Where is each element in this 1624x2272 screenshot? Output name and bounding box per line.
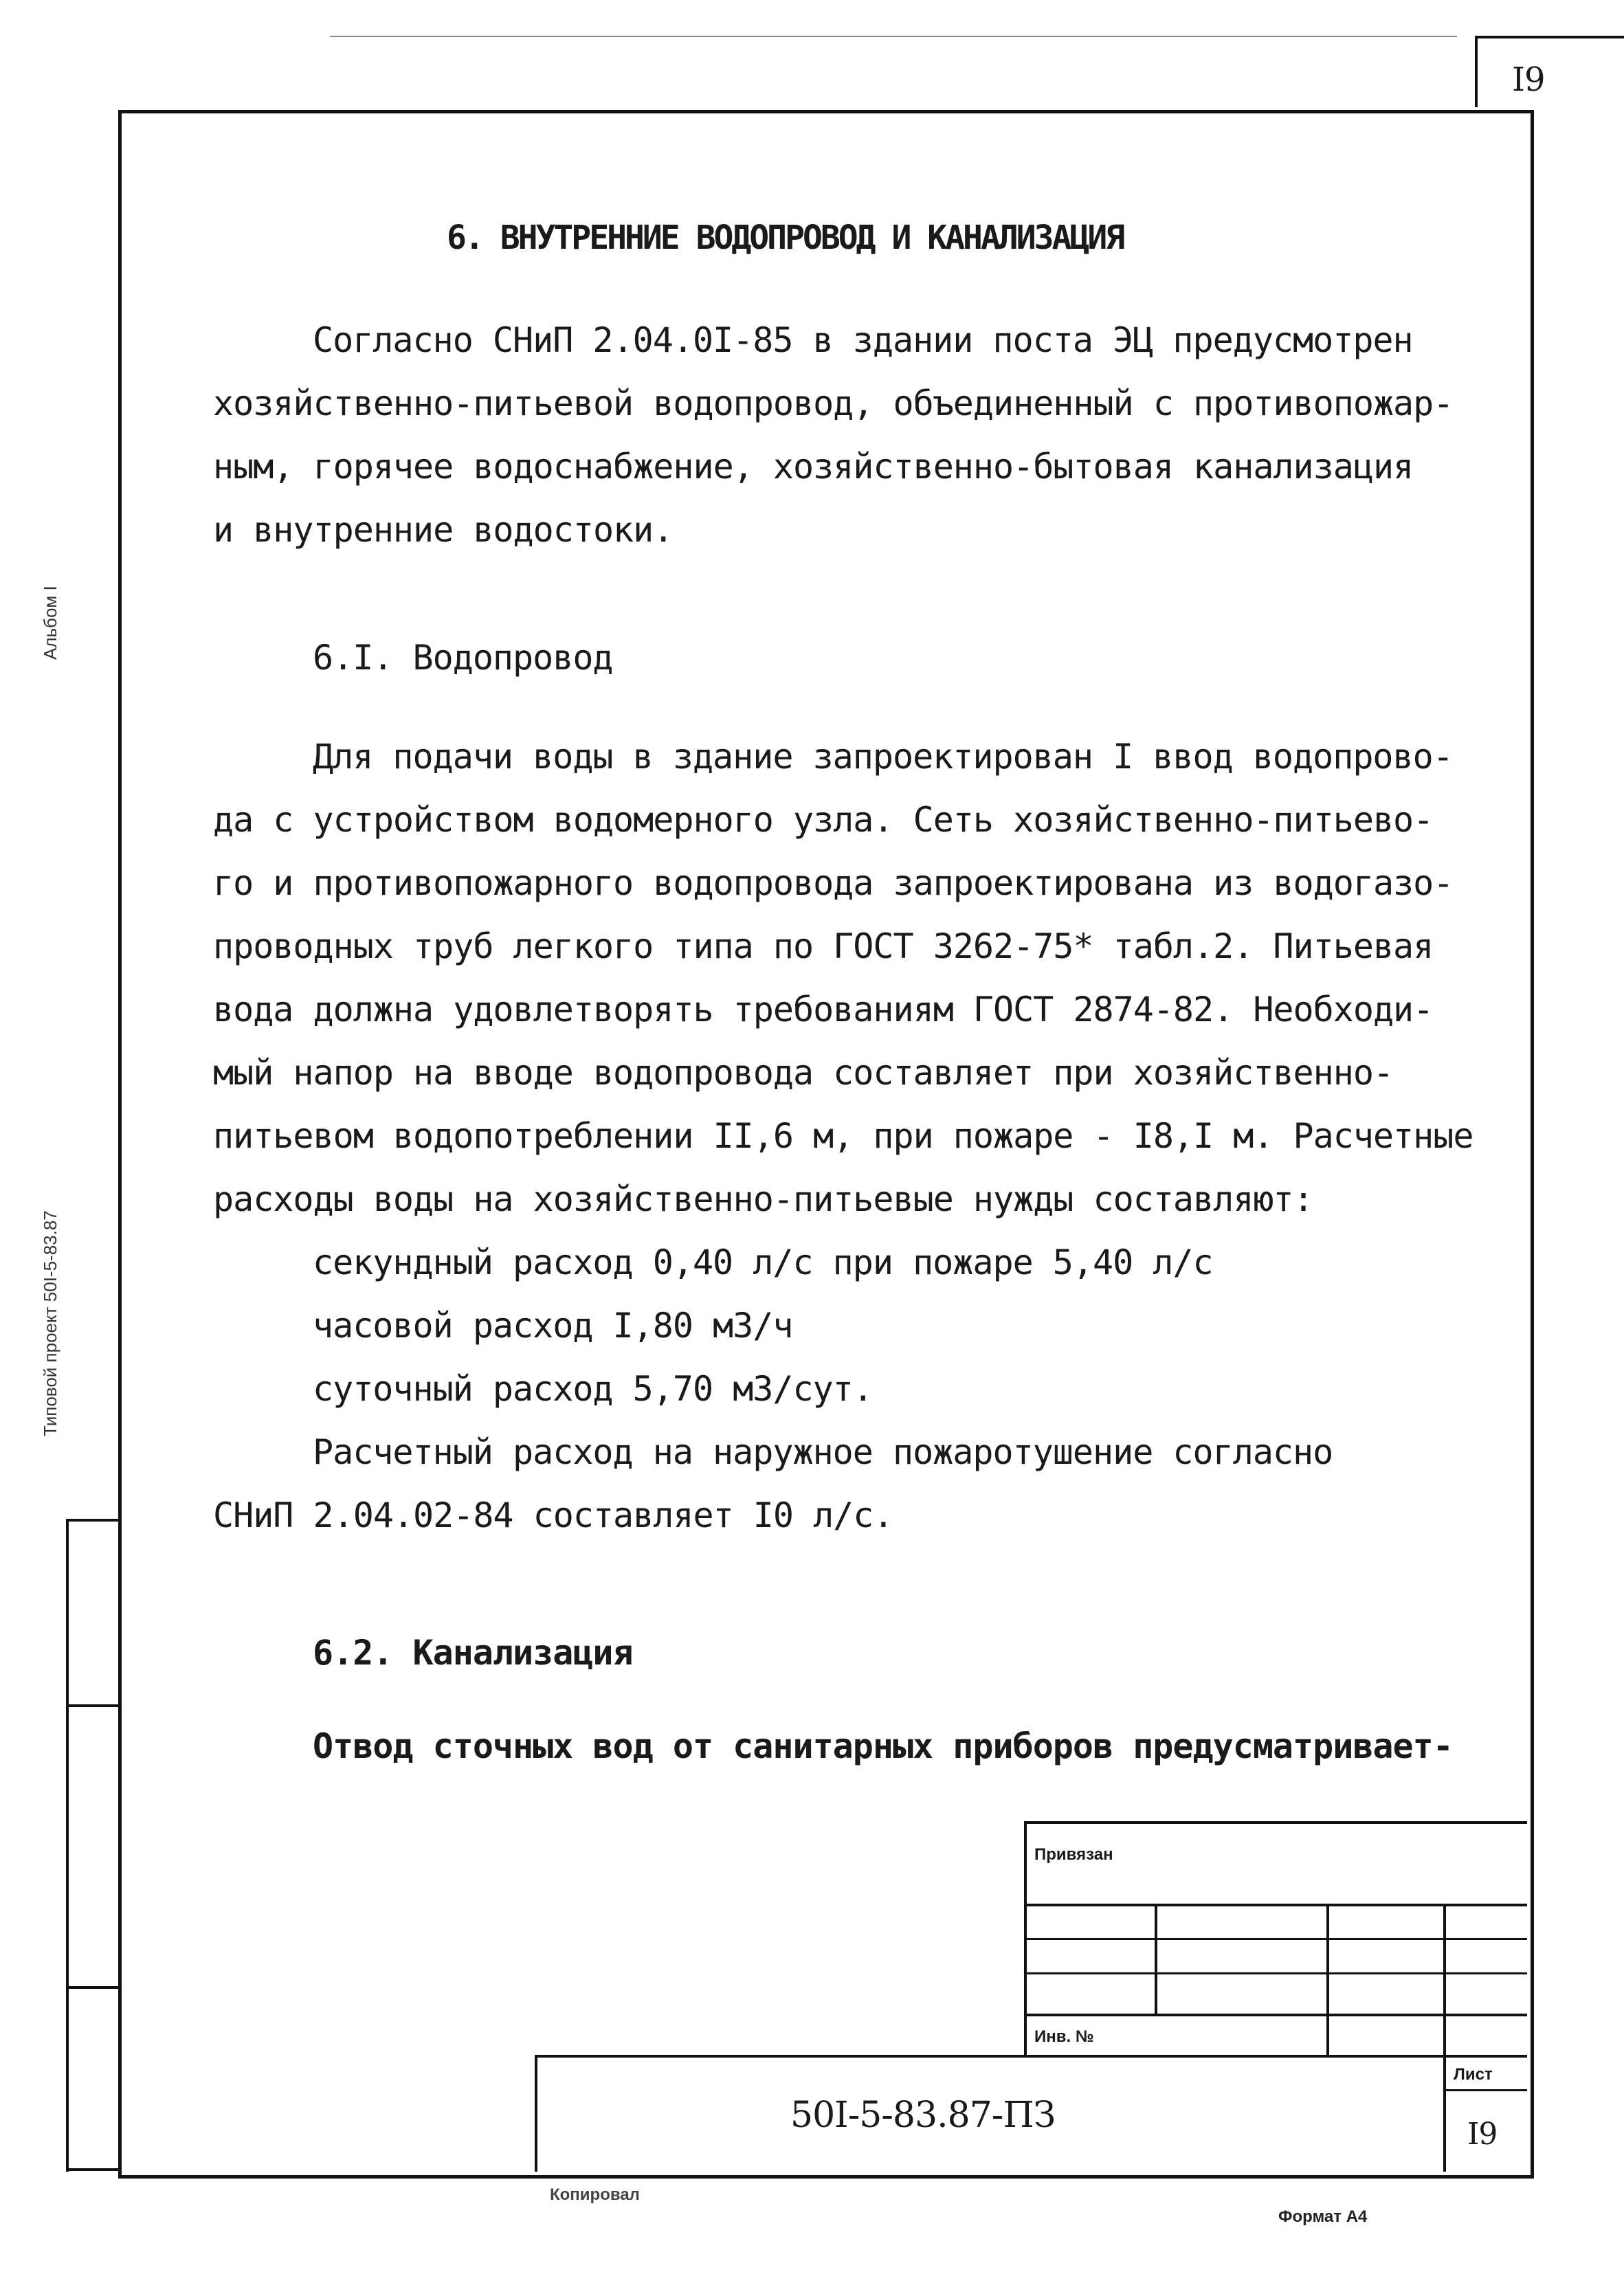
inv-no-label: Инв. № (1034, 2027, 1094, 2046)
body-line: го и противопожарного водопровода запроектирована из водогазо- (213, 863, 1454, 903)
body-line: мый напор на вводе водопровода составляет при хозяйственно- (213, 1053, 1394, 1093)
intro-line: Согласно СНиП 2.04.0I-85 в здании поста ЭЦ предусмотрен (313, 320, 1413, 360)
subsection-title: 6.2. Канализация (313, 1633, 633, 1673)
copied-by-label: Копировал (550, 2185, 640, 2204)
intro-line: и внутренние водостоки. (213, 510, 674, 550)
body-line: секундный расход 0,40 л/с при пожаре 5,40 л/с (313, 1243, 1213, 1282)
document-code: 50I-5-83.87-ПЗ (790, 2095, 1056, 2136)
body-line: суточный расход 5,70 м3/сут. (313, 1369, 873, 1409)
format-label: Формат А4 (1278, 2207, 1368, 2226)
intro-line: хозяйственно-питьевой водопровод, объединенный с противопожар- (213, 383, 1454, 423)
margin-text-upper: Типовой проект 50I-5-83.87 (40, 1210, 60, 1436)
section-heading: 6. ВНУТРЕННИЕ ВОДОПРОВОД И КАНАЛИЗАЦИЯ (447, 219, 1124, 257)
sheet-number: I9 (1467, 2117, 1498, 2152)
sheet-label: Лист (1454, 2065, 1493, 2084)
body-line: расходы воды на хозяйственно-питьевые нужды составляют: (213, 1179, 1313, 1219)
body-line: Отвод сточных вод от санитарных приборов предусматривает- (313, 1726, 1453, 1766)
body-line: СНиП 2.04.02-84 составляет I0 л/с. (213, 1495, 893, 1535)
margin-text-lower: Альбом I (40, 586, 60, 660)
body-line: Для подачи воды в здание запроектирован I ввод водопрово- (313, 737, 1453, 777)
body-line: проводных труб легкого типа по ГОСТ 3262-75* табл.2. Питьевая (213, 926, 1434, 966)
page-number: I9 (1512, 60, 1545, 99)
body-line: да с устройством водомерного узла. Сеть хозяйственно-питьево- (213, 800, 1434, 840)
body-line: часовой расход I,80 м3/ч (313, 1306, 793, 1346)
body-line: Расчетный расход на наружное пожаротушение согласно (313, 1432, 1333, 1472)
intro-line: ным, горячее водоснабжение, хозяйственно-бытовая канализация (213, 447, 1414, 487)
subsection-title: 6.I. Водопровод (313, 638, 613, 678)
privyazan-label: Привязан (1034, 1845, 1113, 1864)
body-line: вода должна удовлетворять требованиям ГОСТ 2874-82. Необходи- (213, 990, 1434, 1029)
body-line: питьевом водопотреблении II,6 м, при пожаре - I8,I м. Расчетные (213, 1116, 1473, 1156)
